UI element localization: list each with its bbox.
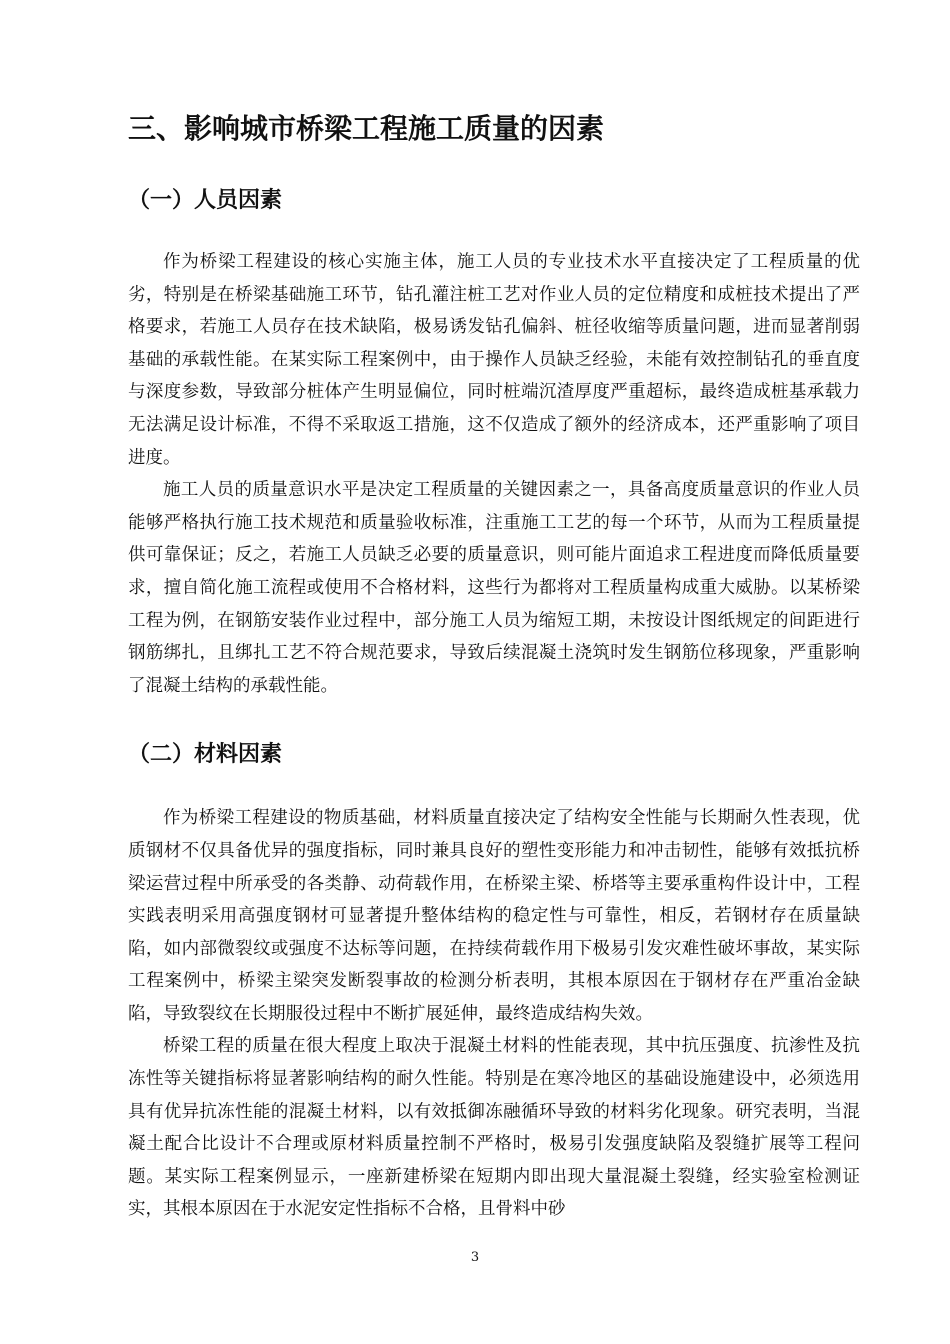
section-materials	[128, 738, 860, 1226]
section-heading: （一）人员因素	[128, 188, 283, 213]
page-number: 3	[470, 1250, 480, 1265]
paragraph: 施工人员的质量意识水平是决定工程质量的关键因素之一，具备高度质量意识的作业人员能够严格执行施工技术规范和质量验收标准，注重施工工艺的每一个环节，从而为工程质量提供可靠保证；反之，若施工人员缺乏必要的质量意识，则可能片面追求工程进度而降低质量要求，擅自简化施工流程或使用不合格材料，这些行为都将对工程质量构成重大威胁。以某桥梁工程为例，在钢筋安装作业过程中，部分施工人员为缩短工期，未按设计图纸规定的间距进行钢筋绑扎，且绑扎工艺不符合规范要求，导致后续混凝土浇筑时发生钢筋位移现象，严重影响了混凝土结构的承载性能。	[128, 480, 860, 696]
paragraph: 作为桥梁工程建设的核心实施主体，施工人员的专业技术水平直接决定了工程质量的优劣，特别是在桥梁基础施工环节，钻孔灌注桩工艺对作业人员的定位精度和成桩技术提出了严格要求，若施工人员存在技术缺陷，极易诱发钻孔偏斜、桩径收缩等质量问题，进而显著削弱基础的承载性能。在某实际工程案例中，由于操作人员缺乏经验，未能有效控制钻孔的垂直度与深度参数，导致部分桩体产生明显偏位，同时桩端沉渣厚度严重超标，最终造成桩基承载力无法满足设计标准，不得不采取返工措施，这不仅造成了额外的经济成本，还严重影响了项目进度。	[128, 252, 860, 468]
chapter-title: 三、影响城市桥梁工程施工质量的因素	[128, 112, 605, 145]
section-personnel	[128, 184, 860, 702]
paragraph: 作为桥梁工程建设的物质基础，材料质量直接决定了结构安全性能与长期耐久性表现，优质钢材不仅具备优异的强度指标，同时兼具良好的塑性变形能力和冲击韧性，能够有效抵抗桥梁运营过程中所承受的各类静、动荷载作用，在桥梁主梁、桥塔等主要承重构件设计中，工程实践表明采用高强度钢材可显著提升整体结构的稳定性与可靠性，相反，若钢材存在质量缺陷，如内部微裂纹或强度不达标等问题，在持续荷载作用下极易引发灾难性破坏事故，某实际工程案例中，桥梁主梁突发断裂事故的检测分析表明，其根本原因在于钢材存在严重冶金缺陷，导致裂纹在长期服役过程中不断扩展延伸，最终造成结构失效。	[128, 808, 860, 1024]
page-content	[128, 108, 860, 1226]
paragraph: 桥梁工程的质量在很大程度上取决于混凝土材料的性能表现，其中抗压强度、抗渗性及抗冻性等关键指标将显著影响结构的耐久性能。特别是在寒冷地区的基础设施建设中，必须选用具有优异抗冻性能的混凝土材料，以有效抵御冻融循环导致的材料劣化现象。研究表明，当混凝土配合比设计不合理或原材料质量控制不严格时，极易引发强度缺陷及裂缝扩展等工程问题。某实际工程案例显示，一座新建桥梁在短期内即出现大量混凝土裂缝，经实验室检测证实，其根本原因在于水泥安定性指标不合格，且骨料中砂	[128, 1036, 860, 1220]
section-heading: （二）材料因素	[128, 742, 283, 768]
